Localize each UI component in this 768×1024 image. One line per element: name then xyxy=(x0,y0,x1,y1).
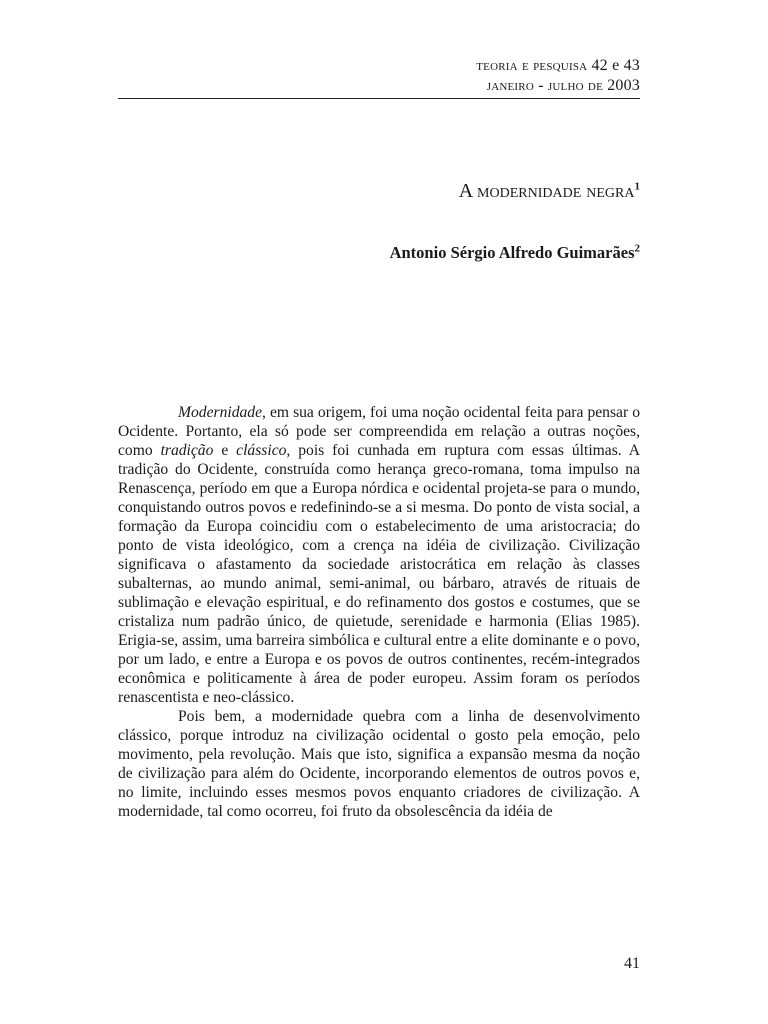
paragraph-1-text-b: e xyxy=(213,442,237,459)
article-title-text: A modernidade negra xyxy=(458,180,635,202)
author-name: Antonio Sérgio Alfredo Guimarães xyxy=(389,243,635,262)
journal-date: janeiro - julho de 2003 xyxy=(486,77,640,94)
author-footnote-marker: 2 xyxy=(634,242,640,255)
journal-name: teoria e pesquisa xyxy=(476,57,588,74)
journal-issue-line xyxy=(118,56,640,76)
article-title xyxy=(118,178,640,204)
paragraph-1-italic-tradicao: tradição xyxy=(160,442,214,459)
paragraph-2: Pois bem, a modernidade quebra com a linha de desenvolvimento clássico, porque introduz na civilização ocidental o gosto pela emoção, pelo movimento, pela revolução. Mais que isto, significa a expansão mesma da noção de civilização para além do Ocidente, incorporando elementos de outros povos e, no limite, incluindo esses mesmos povos enquanto criadores de civilização. A modernidade, tal como ocorreu, foi fruto da obsolescência da idéia de xyxy=(118,708,640,820)
running-header xyxy=(118,56,640,96)
article-author xyxy=(118,242,640,264)
header-divider xyxy=(118,98,640,99)
paragraph-1-text-c: pois foi cunhada em ruptura com essas últimas. A tradição do Ocidente, construída como herança greco-romana, toma impulso na Renascença, período em que a Europa nórdica e ocidental projeta-se para o mundo, conquistando outros povos e redefinindo-se a si mesma. Do ponto de vista social, a formação da Europa coincidiu com o estabelecimento de uma aristocracia; do ponto de vista ideológico, com a crença na idéia de civilização. Civilização significava o afastamento da sociedade aristocrática em relação às classes subalternas, ao mundo animal, semi-animal, ou bárbaro, através de rituais de sublimação e elevação espiritual, e do refinamento dos gostos e costumes, que se cristaliza num padrão único, de quietude, serenidade e harmonia (Elias 1985). Erigia-se, assim, uma barreira simbólica e cultural entre a elite dominante e o povo, por um lado, e entre a Europa e os povos de outros continentes, recém-integrados econômica e politicamente à área de poder europeu. Assim foram os períodos renascentista e neo-clássico. xyxy=(118,442,641,706)
page-number: 41 xyxy=(624,955,640,972)
paragraph-1-italic-classico: clássico, xyxy=(236,442,291,459)
article-body xyxy=(118,403,640,821)
paragraph-1 xyxy=(118,403,640,707)
journal-issue: 42 e 43 xyxy=(591,57,640,74)
title-footnote-marker: 1 xyxy=(634,180,640,193)
paragraph-1-lead-italic: Modernidade xyxy=(178,404,263,421)
paragraph-1-text-a: , em sua origem, foi uma noção ocidental feita para pensar o Ocidente. Portanto, ela só pode ser compreendida em relação a outras noções, como xyxy=(118,404,640,459)
